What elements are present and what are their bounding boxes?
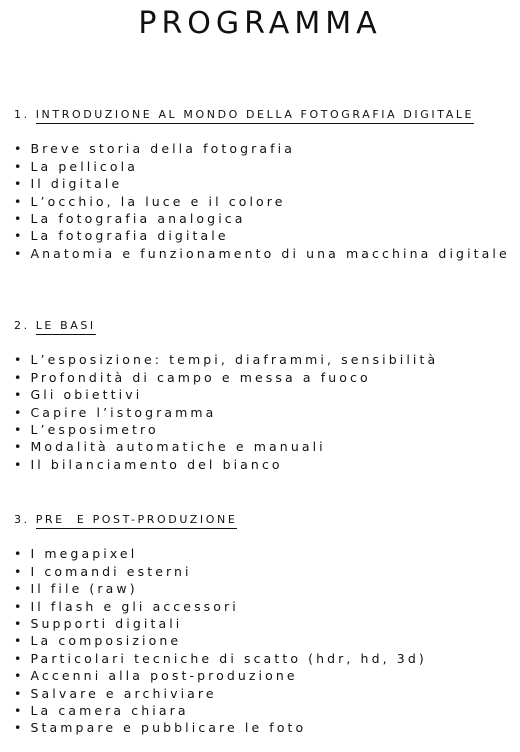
bullet: • xyxy=(14,703,25,719)
list-item-label: Profondità di campo e messa a fuoco xyxy=(30,369,371,385)
bullet: • xyxy=(14,456,25,472)
list-item-label: Modalità automatiche e manuali xyxy=(30,439,326,455)
list-item-label: Accenni alla post-produzione xyxy=(30,668,298,684)
list-item-label: Stampare e pubblicare le foto xyxy=(30,720,307,736)
bullet: • xyxy=(14,141,25,157)
list-item xyxy=(14,175,518,192)
bullet: • xyxy=(14,193,25,209)
bullet: • xyxy=(14,650,25,666)
list-item xyxy=(14,421,518,438)
list-item-label: Il file (raw) xyxy=(30,581,138,597)
topic-list xyxy=(14,140,518,262)
list-item xyxy=(14,158,518,175)
bullet: • xyxy=(14,616,25,632)
bullet: • xyxy=(14,228,25,244)
list-item xyxy=(14,438,518,455)
list-item xyxy=(14,545,518,562)
list-item-label: Particolari tecniche di scatto (hdr, hd, 3d) xyxy=(30,650,427,666)
bullet: • xyxy=(14,422,25,438)
section-basics xyxy=(14,317,518,473)
bullet: • xyxy=(14,369,25,385)
list-item xyxy=(14,563,518,580)
section-number: 2. xyxy=(14,319,30,332)
bullet: • xyxy=(14,211,25,227)
list-item-label: Supporti digitali xyxy=(30,616,183,632)
list-item xyxy=(14,632,518,649)
bullet: • xyxy=(14,439,25,455)
list-item xyxy=(14,193,518,210)
bullet: • xyxy=(14,352,25,368)
list-item-label: I comandi esterni xyxy=(30,563,192,579)
list-item-label: Salvare e archiviare xyxy=(30,685,217,701)
list-item-label: La composizione xyxy=(30,633,182,649)
bullet: • xyxy=(14,245,25,261)
list-item xyxy=(14,245,518,262)
section-heading xyxy=(14,106,518,123)
bullet: • xyxy=(14,546,25,562)
list-item xyxy=(14,351,518,368)
list-item xyxy=(14,719,518,736)
bullet: • xyxy=(14,581,25,597)
section-introduction xyxy=(14,106,518,262)
bullet: • xyxy=(14,685,25,701)
list-item xyxy=(14,615,518,632)
section-title: PRE E POST-PRODUZIONE xyxy=(36,513,238,529)
list-item xyxy=(14,210,518,227)
list-item xyxy=(14,580,518,597)
list-item-label: Anatomia e funzionamento di una macchina digitale xyxy=(30,245,510,261)
list-item xyxy=(14,667,518,684)
list-item xyxy=(14,369,518,386)
section-heading xyxy=(14,317,518,334)
topic-list xyxy=(14,545,518,736)
bullet: • xyxy=(14,668,25,684)
list-item-label: Capire l’istogramma xyxy=(30,404,217,420)
bullet: • xyxy=(14,598,25,614)
bullet: • xyxy=(14,387,25,403)
list-item-label: La fotografia digitale xyxy=(30,228,229,244)
list-item xyxy=(14,702,518,719)
page-title: PROGRAMMA xyxy=(138,6,382,41)
bullet: • xyxy=(14,720,25,736)
list-item xyxy=(14,140,518,157)
list-item xyxy=(14,650,518,667)
bullet: • xyxy=(14,404,25,420)
list-item-label: La pellicola xyxy=(30,158,138,174)
list-item-label: Breve storia della fotografia xyxy=(30,141,295,157)
section-pre-post-production xyxy=(14,511,518,737)
list-item-label: Il digitale xyxy=(30,176,123,192)
list-item-label: La fotografia analogica xyxy=(30,211,246,227)
list-item-label: L’esposimetro xyxy=(30,422,159,438)
bullet: • xyxy=(14,633,25,649)
list-item xyxy=(14,404,518,421)
list-item-label: La camera chiara xyxy=(30,703,189,719)
list-item xyxy=(14,386,518,403)
section-heading xyxy=(14,511,518,528)
topic-list xyxy=(14,351,518,473)
bullet: • xyxy=(14,563,25,579)
list-item xyxy=(14,456,518,473)
section-title: INTRODUZIONE AL MONDO DELLA FOTOGRAFIA DIGITALE xyxy=(36,108,474,124)
list-item-label: L’occhio, la luce e il colore xyxy=(30,193,286,209)
section-title: LE BASI xyxy=(36,319,96,335)
list-item-label: Il flash e gli accessori xyxy=(30,598,239,614)
section-number: 3. xyxy=(14,513,30,526)
list-item xyxy=(14,685,518,702)
list-item xyxy=(14,598,518,615)
bullet: • xyxy=(14,158,25,174)
list-item-label: Il bilanciamento del bianco xyxy=(30,456,283,472)
list-item-label: I megapixel xyxy=(30,546,138,562)
bullet: • xyxy=(14,176,25,192)
section-number: 1. xyxy=(14,108,30,121)
list-item-label: Gli obiettivi xyxy=(30,387,143,403)
list-item xyxy=(14,227,518,244)
list-item-label: L’esposizione: tempi, diaframmi, sensibilità xyxy=(30,352,439,368)
